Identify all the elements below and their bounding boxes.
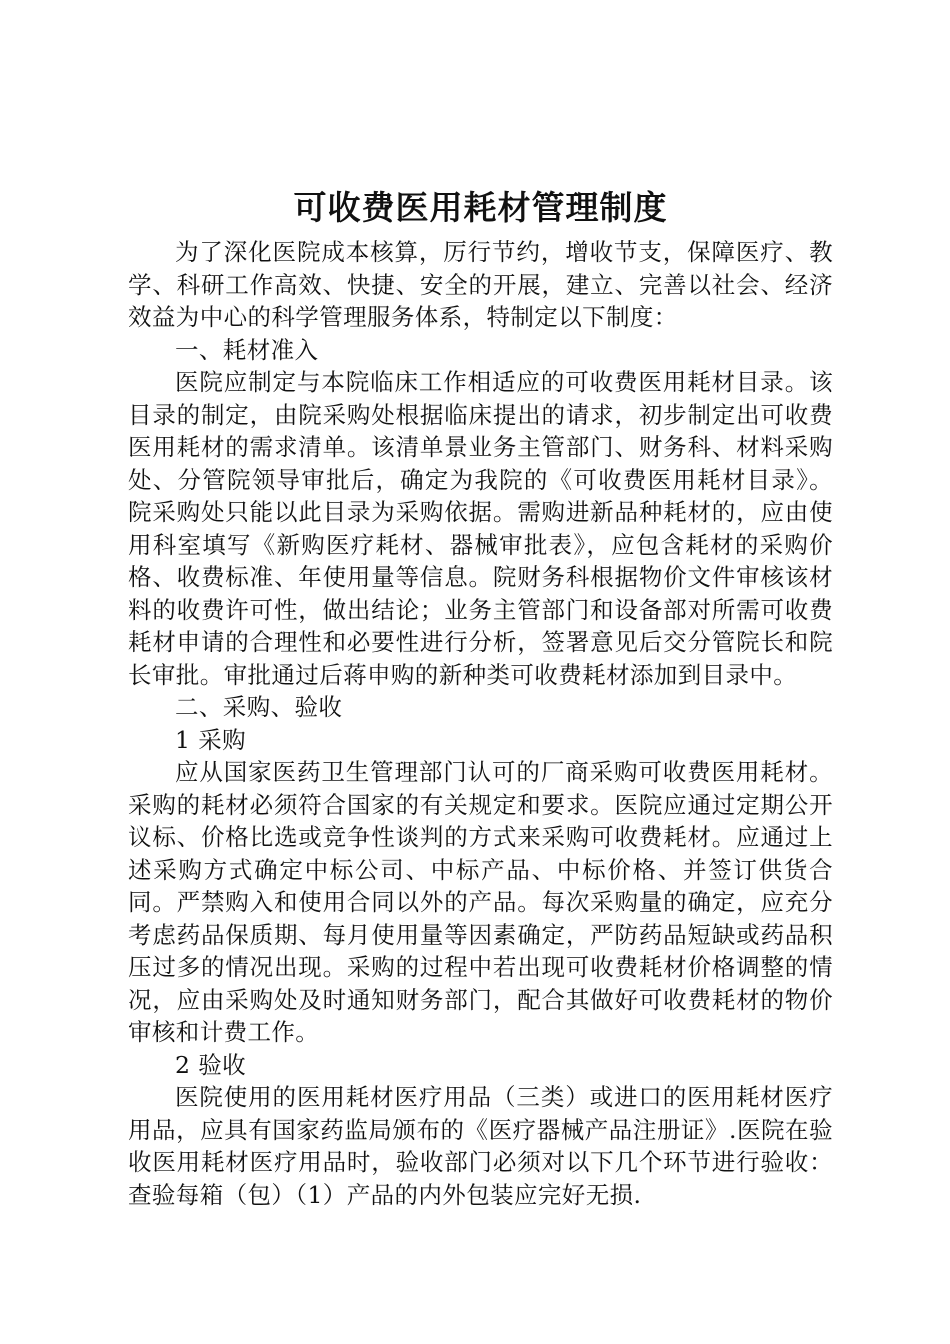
section-paragraph-admission: 医院应制定与本院临床工作相适应的可收费医用耗材目录。该目录的制定，由院采购处根据临床提出的请求，初步制定出可收费医用耗材的需求清单。该清单景业务主管部门、财务科、材料采购处、分管院领导审批后，确定为我院的《可收费医用耗材目录》。院采购处只能以此目录为采购依据。需购进新品种耗材的，应由使用科室填写《新购医疗耗材、器械审批表》，应包含耗材的采购价格、收费标准、年使用量等信息。院财务科根据物价文件审核该材料的收费许可性，做出结论；业务主管部门和设备部对所需可收费耗材申请的合理性和必要性进行分析，签署意见后交分管院长和院长审批。审批通过后蒋申购的新种类可收费耗材添加到目录中。 <box>128 368 833 689</box>
section-heading-admission: 一、耗材准入 <box>175 335 319 364</box>
subsection-paragraph-acceptance: 医院使用的医用耗材医疗用品（三类）或进口的医用耗材医疗用品，应具有国家药监局颁布的《医疗器械产品注册证》.医院在验收医用耗材医疗用品时，验收部门必须对以下几个环节进行验收：查验每箱（包）（1）产品的内外包装应完好无损. <box>128 1083 833 1209</box>
document-title: 可收费医用耗材管理制度 <box>293 188 668 227</box>
subsection-paragraph-procurement: 应从国家医药卫生管理部门认可的厂商采购可收费医用耗材。采购的耗材必须符合国家的有关规定和要求。医院应通过定期公开议标、价格比选或竞争性谈判的方式来采购可收费耗材。应通过上述采购方式确定中标公司、中标产品、中标价格、并签订供货合同。严禁购入和使用合同以外的产品。每次采购量的确定，应充分考虑药品保质期、每月使用量等因素确定，严防药品短缺或药品积压过多的情况出现。采购的过程中若出现可收费耗材价格调整的情况，应由采购处及时通知财务部门，配合其做好可收费耗材的物价审核和计费工作。 <box>128 758 833 1046</box>
section-heading-procurement-acceptance: 二、采购、验收 <box>175 693 343 721</box>
intro-paragraph: 为了深化医院成本核算，厉行节约，增收节支，保障医疗、教学、科研工作高效、快捷、安全的开展，建立、完善以社会、经济效益为中心的科学管理服务体系，特制定以下制度： <box>128 238 833 331</box>
document-body <box>128 236 833 1211</box>
subsection-heading-procurement: 1 采购 <box>175 725 247 754</box>
subsection-heading-acceptance: 2 验收 <box>175 1050 247 1079</box>
